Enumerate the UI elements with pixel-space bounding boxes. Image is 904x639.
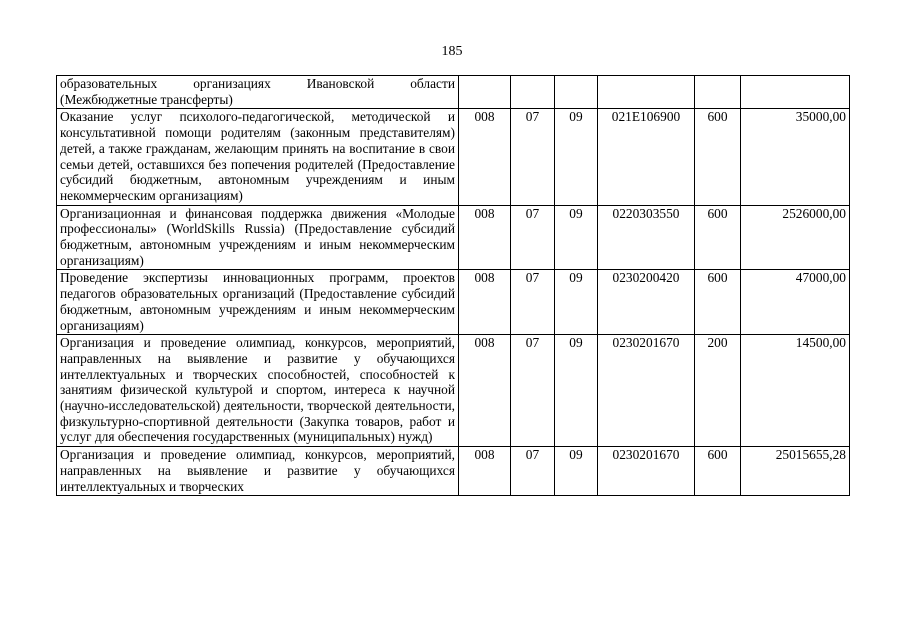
row-expense-type: 600 <box>695 205 741 270</box>
row-target-code: 021E106900 <box>598 109 695 205</box>
row-subsection-code: 09 <box>555 205 598 270</box>
row-amount: 2526000,00 <box>741 205 850 270</box>
row-ministry-code: 008 <box>459 335 511 447</box>
row-name: Проведение экспертизы инновационных программ, проектов педагогов образовательных организаций (Предоставление субсидий бюджетным, автономным учреждениям и иным некоммерческим организациям) <box>57 270 459 335</box>
row-target-code: 0230201670 <box>598 447 695 496</box>
row-section-code: 07 <box>511 335 555 447</box>
row-amount: 14500,00 <box>741 335 850 447</box>
table-row <box>57 447 850 496</box>
row-name: Организация и проведение олимпиад, конкурсов, мероприятий, направленных на выявление и развитие у обучающихся интеллектуальных и творческих способностей, способностей к занятиям физической культурой и спортом, интереса к научной (научно-исследовательской) деятельности, творческой деятельности, физкультурно-спортивной деятельности (Закупка товаров, работ и услуг для обеспечения государственных (муниципальных) нужд) <box>57 335 459 447</box>
row-section-code: 07 <box>511 205 555 270</box>
row-ministry-code: 008 <box>459 109 511 205</box>
row-expense-type <box>695 76 741 109</box>
row-name: образовательных организациях Ивановской области (Межбюджетные трансферты) <box>57 76 459 109</box>
row-amount: 35000,00 <box>741 109 850 205</box>
row-expense-type: 600 <box>695 270 741 335</box>
row-name: Оказание услуг психолого-педагогической, методической и консультативной помощи родителям (законным представителям) детей, а также гражданам, желающим принять на воспитание в свои семьи детей, оставшихся без попечения родителей (Предоставление субсидий бюджетным, автономным учреждениям и иным некоммерческим организациям) <box>57 109 459 205</box>
row-amount: 25015655,28 <box>741 447 850 496</box>
row-subsection-code: 09 <box>555 447 598 496</box>
row-ministry-code <box>459 76 511 109</box>
table-row <box>57 205 850 270</box>
row-expense-type: 600 <box>695 447 741 496</box>
page-number: 185 <box>441 44 463 59</box>
row-amount: 47000,00 <box>741 270 850 335</box>
row-target-code: 0220303550 <box>598 205 695 270</box>
table-row <box>57 270 850 335</box>
row-section-code <box>511 76 555 109</box>
row-name: Организация и проведение олимпиад, конкурсов, мероприятий, направленных на выявление и развитие у обучающихся интеллектуальных и творческих <box>57 447 459 496</box>
table-row <box>57 335 850 447</box>
row-ministry-code: 008 <box>459 205 511 270</box>
row-amount <box>741 76 850 109</box>
row-subsection-code: 09 <box>555 335 598 447</box>
budget-table <box>56 75 850 496</box>
row-target-code <box>598 76 695 109</box>
row-ministry-code: 008 <box>459 447 511 496</box>
row-section-code: 07 <box>511 109 555 205</box>
row-subsection-code: 09 <box>555 109 598 205</box>
table-row <box>57 109 850 205</box>
row-name: Организационная и финансовая поддержка движения «Молодые профессионалы» (WorldSkills Russia) (Предоставление субсидий бюджетным, автономным учреждениям и иным некоммерческим организациям) <box>57 205 459 270</box>
row-ministry-code: 008 <box>459 270 511 335</box>
row-section-code: 07 <box>511 447 555 496</box>
row-target-code: 0230201670 <box>598 335 695 447</box>
row-section-code: 07 <box>511 270 555 335</box>
row-subsection-code: 09 <box>555 270 598 335</box>
row-expense-type: 200 <box>695 335 741 447</box>
row-expense-type: 600 <box>695 109 741 205</box>
row-subsection-code <box>555 76 598 109</box>
row-target-code: 0230200420 <box>598 270 695 335</box>
table-row <box>57 76 850 109</box>
